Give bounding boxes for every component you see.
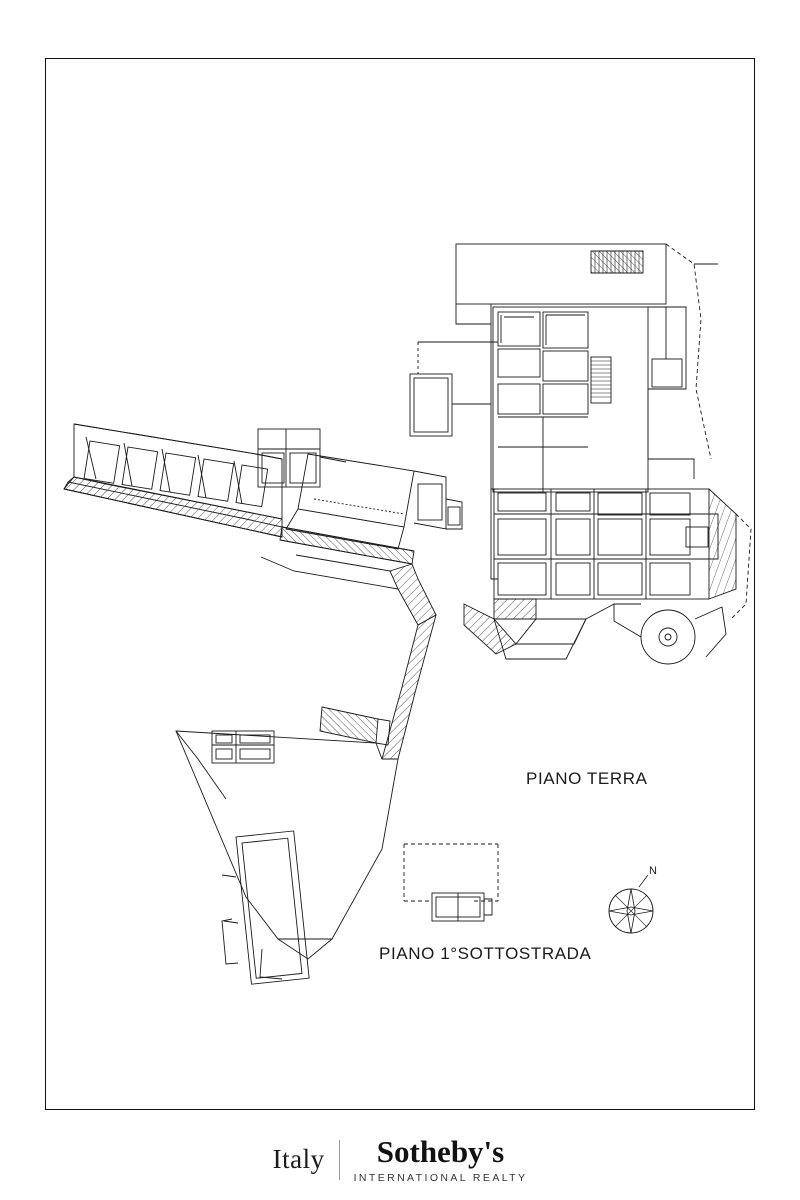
ramp-southwest — [382, 615, 436, 759]
corridor-south — [261, 555, 436, 625]
pool-rectangle — [222, 831, 309, 984]
compass-rose — [601, 865, 671, 949]
building-west-long-wing — [64, 424, 282, 537]
compass-icon — [601, 869, 671, 949]
brand-divider — [339, 1140, 340, 1180]
building-main-ground-floor — [491, 489, 718, 599]
basement-plan — [404, 844, 498, 921]
site-boundary-southwest — [176, 731, 398, 959]
detached-square-room — [410, 374, 452, 436]
retaining-wall-hatch — [464, 599, 586, 654]
building-annex-plan — [212, 731, 274, 763]
label-piano-terra: PIANO TERRA — [526, 769, 648, 788]
platform-hatch-small — [320, 707, 390, 745]
central-stairs — [280, 527, 414, 564]
brand-subtitle: INTERNATIONAL REALTY — [353, 1171, 528, 1184]
brand-name: Sotheby's — [376, 1134, 505, 1170]
circular-tower — [614, 604, 726, 664]
label-piano-sottostrada: PIANO 1°SOTTOSTRADA — [379, 944, 592, 963]
footer-branding — [0, 1120, 800, 1200]
plan-drawing-frame — [45, 58, 755, 1110]
building-northeast-wing — [456, 244, 694, 492]
brand-region: Italy — [272, 1144, 325, 1175]
compass-north-label: N — [649, 865, 657, 877]
terrace-hatch-right — [709, 489, 751, 619]
